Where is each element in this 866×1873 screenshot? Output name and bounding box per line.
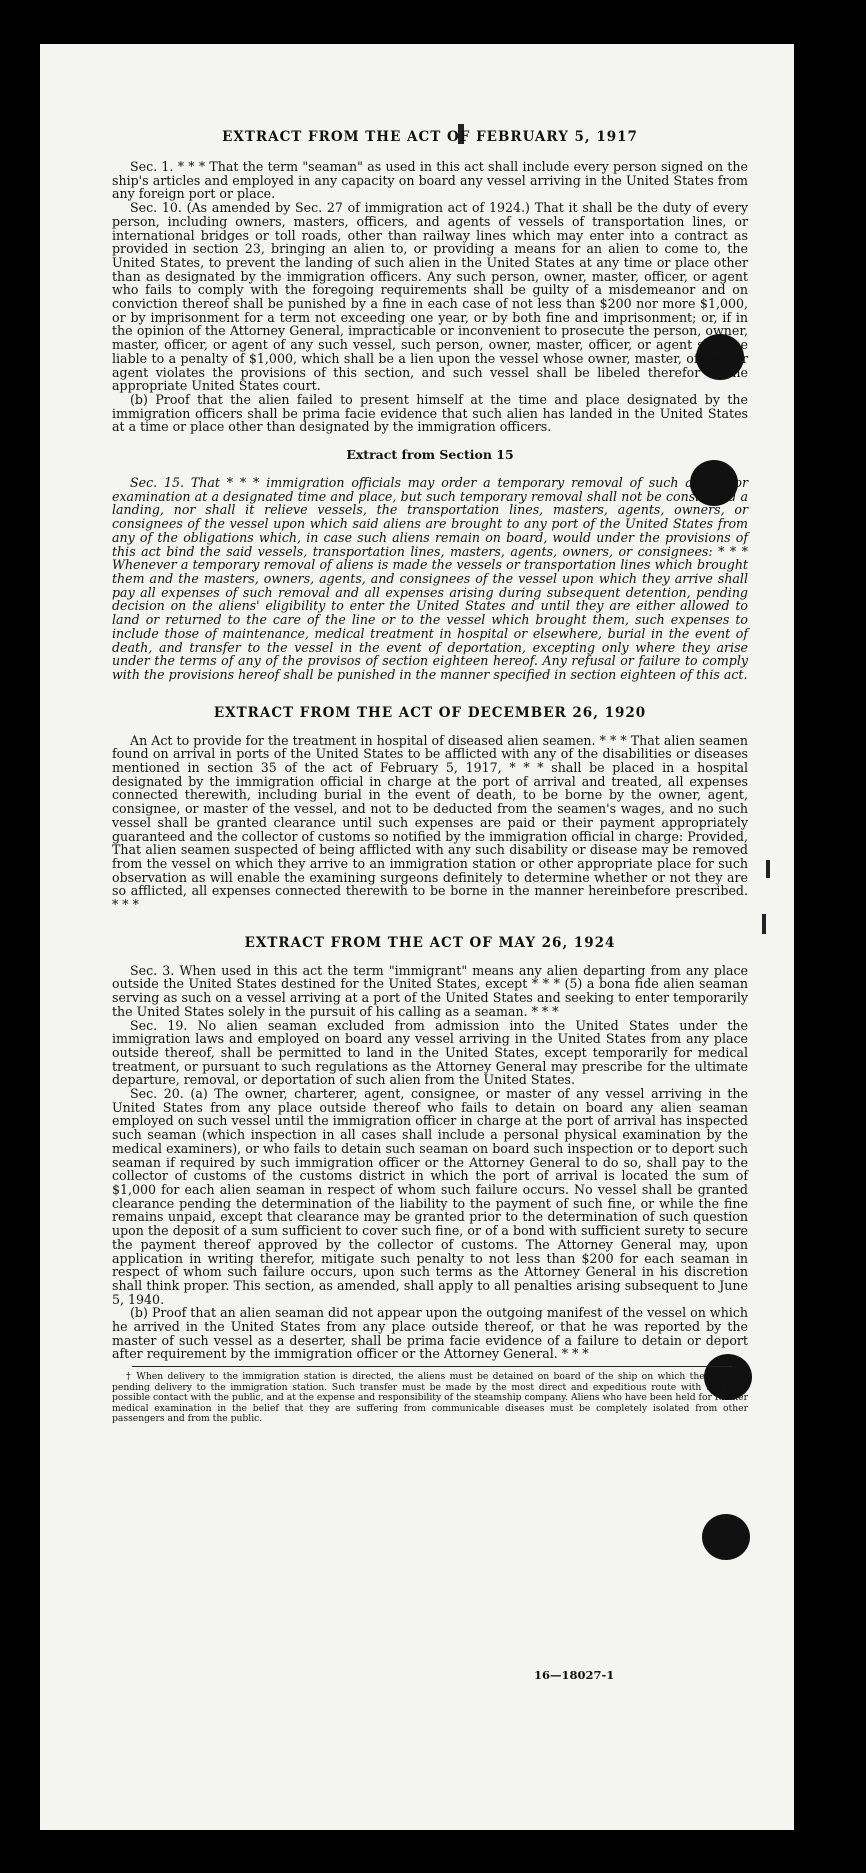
paragraph-sec-20b: (b) Proof that an alien seaman did not appear upon the outgoing manifest of the vessel on which he arrived in the United States from any place outside thereof, or that he was reported by the master of such vessel as a deserter, shall be prima facie evidence of a failure to detain or deport after requirement by the immigration officer or the Attorney General. * * * [112, 1305, 748, 1362]
paragraph-act-1920: An Act to provide for the treatment in hospital of diseased alien seamen. * * * That alien seamen found on arrival in ports of the United States to be afflicted with any of the disabilities or diseases mentioned in section 35 of the act of February 5, 1917, * * * shall be placed in a hospital designated by the immigration official in charge at the port of arrival and treated, all expenses connected therewith, including burial in the event of death, to be borne by the owner, agent, consignee, or master of the vessel, and not to be deducted from the seamen's wages, and no such vessel shall be granted clearance until such expenses are paid or their payment appropriately guaranteed and the collector of customs so notified by the immigration official in charge: Provided, That alien seamen suspected of being afflicted with any such disability or disease may be removed from the vessel on which they arrive to an immigration station or other appropriate place for such observation as will enable the examining surgeons definitely to determine whether or not they are so afflicted, all expenses connected therewith to be borne in the manner hereinbefore prescribed. * * * [112, 732, 748, 913]
heading-section-15: Extract from Section 15 [346, 447, 514, 463]
paragraph-sec-19: Sec. 19. No alien seaman excluded from admission into the United States under the immigration laws and employed on board any vessel arriving in the United States from any place outside thereof, shall be permitted to land in the United States, except temporarily for medical treatment, or pursuant to such regulations as the Attorney General may prescribe for the ultimate departure, removal, or deportation of such alien from the United States. [112, 1017, 748, 1088]
heading-act-1917: EXTRACT FROM THE ACT OF FEBRUARY 5, 1917 [222, 129, 638, 145]
heading-act-1924: EXTRACT FROM THE ACT OF MAY 26, 1924 [244, 934, 616, 951]
ink-mark [766, 860, 770, 878]
document-body [112, 128, 748, 1425]
paragraph-sec-15: Sec. 15. That * * * immigration officials may order a temporary removal of such aliens for examination at a designated time and place, but such temporary removal shall not be considered a landing, nor shall it relieve vessels, the transportation lines, masters, agents, owners, or consignees of the vessel upon which said aliens are brought to any port of the United States from any of the obligations which, in case such aliens remain on board, would under the provisions of this act bind the said vessels, transportation lines, masters, agents, owners, or consignees: * * * Whenever a temporary removal of aliens is made the vessels or transportation lines which brought them and the masters, owners, agents, and consignees of the vessel upon which they arrive shall pay all expenses of such removal and all expenses arising during subsequent detention, pending decision on the aliens' eligibility to enter the United States and until they are either allowed to land or returned to the care of the line or to the vessel which brought them, such expenses to include those of maintenance, medical treatment in hospital or elsewhere, burial in the event of death, and transfer to the vessel in the event of deportation, excepting only where they arise under the terms of any of the provisos of section eighteen hereof. Any refusal or failure to comply with the provisions hereof shall be punished in the manner specified in section eighteen of this act. [112, 475, 748, 682]
ink-mark [762, 914, 766, 934]
heading-act-1920: EXTRACT FROM THE ACT OF DECEMBER 26, 1920 [213, 704, 647, 721]
paragraph-sec-20: Sec. 20. (a) The owner, charterer, agent, consignee, or master of any vessel arriving in the United States from any place outside thereof who fails to detain on board any alien seaman employed on such vessel until the immigration officer in charge at the port of arrival has inspected such seaman (which inspection in all cases shall include a personal physical examination by the medical examiners), or who fails to detain such seaman on board such inspection or to deport such seaman if required by such immigration officer or the Attorney General to do so, shall pay to the collector of customs of the customs district in which the port of arrival is located the sum of $1,000 for each alien seaman in respect of whom such failure occurs. No vessel shall be granted clearance pending the determination of the liability to the payment of such fine, or while the fine remains unpaid, except that clearance may be granted prior to the determination of such question upon the deposit of a sum sufficient to cover such fine, or of a bond with sufficient surety to secure the payment thereof approved by the collector of customs. The Attorney General may, upon application in writing therefor, mitigate such penalty to not less than $200 for each seaman in respect of whom such failure occurs, upon such terms as the Attorney General in his discretion shall think proper. This section, as amended, shall apply to all penalties arising subsequent to June 5, 1940. [112, 1086, 748, 1307]
punch-hole [702, 1514, 750, 1560]
paragraph-sec-1: Sec. 1. * * * That the term "seaman" as used in this act shall include every person signed on the ship's articles and employed in any capacity on board any vessel arriving in the United States from any foreign port or place. [112, 159, 748, 202]
paragraph-sec-10b: (b) Proof that the alien failed to present himself at the time and place designated by the immigration officers shall be prima facie evidence that such alien has landed in the United States at a time or place other than designated by the immigration officers. [112, 391, 748, 435]
paragraph-sec-3: Sec. 3. When used in this act the term "immigrant" means any alien departing from any place outside the United States destined for the United States, except * * * (5) a bona fide alien seaman serving as such on a vessel arriving at a port of the United States and seeking to enter temporarily the United States solely in the pursuit of his calling as a seaman. * * * [112, 962, 748, 1019]
footnote: † When delivery to the immigration station is directed, the aliens must be detained on board of the ship on which they arrived pending delivery to the immigration station. Such transfer must be made by the most direct and expeditious route with the least possible contact with the public, and at the expense and responsibility of the steamship company. Aliens who have been held for further medical examination in the belief that they are suffering from communicable diseases must be completely isolated from other passengers and from the public. [112, 1371, 748, 1425]
form-code: 16—18027-1 [534, 1668, 615, 1682]
footnote-divider [132, 1366, 732, 1367]
paragraph-sec-10: Sec. 10. (As amended by Sec. 27 of immigration act of 1924.) That it shall be the duty of every person, including owners, masters, officers, and agents of vessels of transportation lines, or international bridges or toll roads, other than railway lines which may enter into a contract as provided in section 23, bringing an alien to, or providing a means for an alien to come to, the United States, to prevent the landing of such alien in the United States at any time or place other than as designated by the immigration officers. Any such person, owner, master, officer, or agent who fails to comply with the foregoing requirements shall be guilty of a misdemeanor and on conviction thereof shall be punished by a fine in each case of not less than $200 nor more $1,000, or by imprisonment for a term not exceeding one year, or by both fine and imprisonment; or, if in the opinion of the Attorney General, impracticable or inconvenient to prosecute the person, owner, master, officer, or agent of any such vessel, such person, owner, master, officer, or agent shall be liable to a penalty of $1,000, which shall be a lien upon the vessel whose owner, master, officer, or agent violates the provisions of this section, and such vessel shall be libeled therefor in the appropriate United States court. [112, 200, 748, 394]
